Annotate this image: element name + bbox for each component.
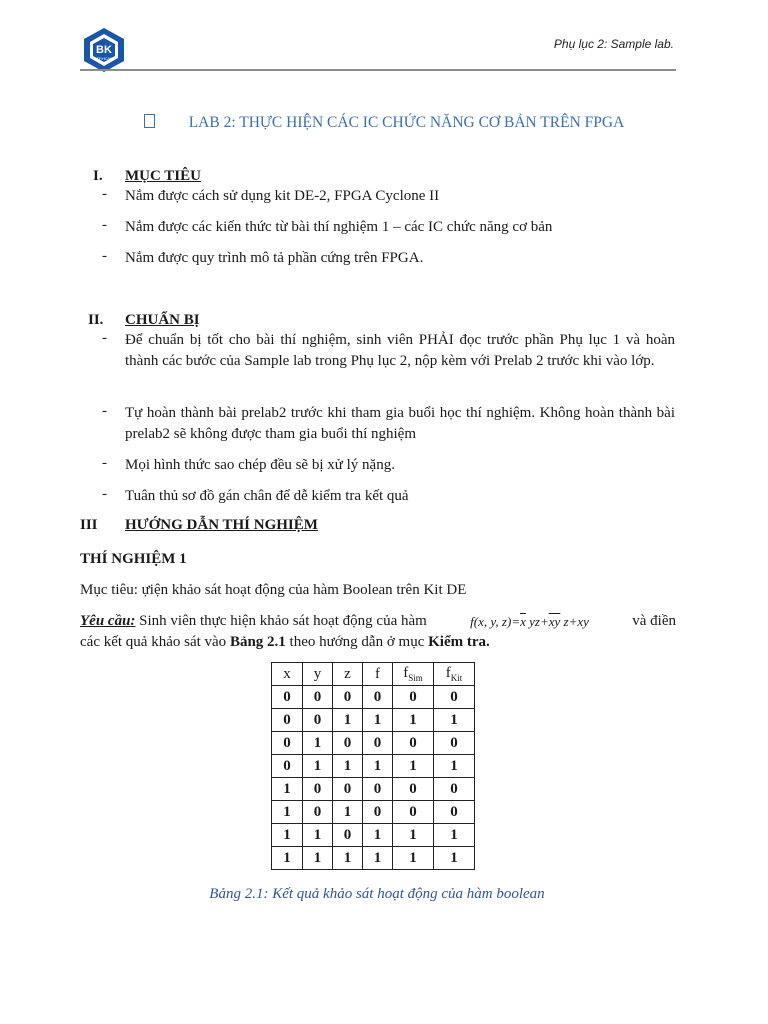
header-x: x — [272, 663, 303, 686]
section-number: I. — [93, 168, 103, 184]
table-cell: 0 — [333, 686, 363, 709]
bullet-dash: - — [102, 248, 107, 264]
preparation-item: Tự hoàn thành bài prelab2 trước khi tham gia buổi học thí nghiệm. Không hoàn thành bài prelab2 sẽ không được tham gia buổi thí nghiệm — [125, 405, 675, 442]
header-y: y — [303, 663, 333, 686]
table-cell: 0 — [333, 732, 363, 755]
table-cell: 1 — [303, 824, 333, 847]
func-term2: z+xy — [560, 614, 589, 629]
table-cell: 0 — [272, 732, 303, 755]
table-cell: 1 — [272, 847, 303, 870]
bullet-dash: - — [102, 330, 107, 346]
table-cell: 0 — [434, 801, 475, 824]
table-row — [272, 732, 475, 755]
university-logo — [80, 26, 128, 74]
table-cell: 0 — [363, 686, 393, 709]
func-term1: yz+ — [525, 614, 549, 629]
check-section-reference: Kiểm tra. — [428, 634, 490, 650]
table-cell: 1 — [333, 709, 363, 732]
table-cell: 0 — [303, 709, 333, 732]
table-cell: 0 — [303, 801, 333, 824]
lab-title-text: LAB 2: THỰC HIỆN CÁC IC CHỨC NĂNG CƠ BẢN TRÊN FPGA — [188, 114, 625, 131]
table-cell: 0 — [272, 709, 303, 732]
header-caption: Phụ lục 2: Sample lab. — [553, 37, 674, 51]
requirement-line-1 — [80, 611, 676, 632]
table-cell: 0 — [393, 732, 434, 755]
truth-table — [271, 662, 475, 870]
table-cell: 1 — [303, 755, 333, 778]
table-cell: 1 — [363, 755, 393, 778]
table-cell: 1 — [393, 709, 434, 732]
table-cell: 1 — [333, 755, 363, 778]
table-cell: 0 — [434, 686, 475, 709]
table-row — [272, 824, 475, 847]
table-cell: 1 — [272, 801, 303, 824]
table-cell: 0 — [434, 732, 475, 755]
table-cell: 1 — [393, 847, 434, 870]
experiment-requirement — [80, 611, 676, 653]
section-guide-heading — [80, 517, 676, 537]
requirement-line2-a: các kết quả khảo sát vào — [80, 634, 230, 650]
table-cell: 0 — [272, 755, 303, 778]
table-cell: 1 — [434, 709, 475, 732]
table-cell: 1 — [434, 755, 475, 778]
bullet-dash: - — [102, 455, 107, 471]
requirement-line-2 — [80, 632, 676, 653]
experiment-heading: THÍ NGHIỆM 1 — [80, 551, 187, 567]
preparation-item: Mọi hình thức sao chép đều sẽ bị xử lý nặng. — [125, 457, 395, 473]
table-cell: 0 — [393, 778, 434, 801]
table-row — [272, 755, 475, 778]
table-cell: 1 — [363, 709, 393, 732]
title-box-glyph — [144, 114, 155, 128]
table-cell: 1 — [363, 847, 393, 870]
table-reference: Bảng 2.1 — [229, 634, 286, 650]
table-cell: 1 — [434, 824, 475, 847]
table-cell: 1 — [363, 824, 393, 847]
table-cell: 0 — [363, 732, 393, 755]
header-fkit: $f_{Kit}$ — [434, 663, 475, 686]
table-cell: 0 — [434, 778, 475, 801]
section-label: CHUẨN BỊ — [125, 312, 200, 328]
section-number: III — [80, 517, 98, 533]
requirement-line2-b: theo hướng dẫn ở mục — [285, 634, 429, 650]
requirement-lead: Sinh viên thực hiện khảo sát hoạt động của hàm — [135, 613, 427, 629]
boolean-function — [470, 611, 589, 632]
table-cell: 1 — [272, 778, 303, 801]
func-x-bar: $\overline{x}$ — [520, 614, 526, 629]
bullet-dash: - — [102, 186, 107, 202]
table-row — [272, 709, 475, 732]
table-cell: 1 — [393, 824, 434, 847]
section-preparation-heading — [80, 312, 676, 332]
table-cell: 1 — [303, 847, 333, 870]
logo-subtext: TP.HCM — [96, 56, 112, 61]
table-cell: 1 — [434, 847, 475, 870]
table-cell: 0 — [272, 686, 303, 709]
requirement-label: Yêu cầu: — [80, 613, 136, 629]
table-cell: 1 — [333, 847, 363, 870]
table-cell: 1 — [272, 824, 303, 847]
table-cell: 0 — [393, 801, 434, 824]
header-fsim: $f_{Sim}$ — [393, 663, 434, 686]
func-xy-bar: $\overline{xy}$ — [548, 614, 561, 629]
logo-text: BK — [96, 44, 112, 56]
preparation-item: Tuân thủ sơ đồ gán chân để dễ kiểm tra kết quả — [125, 488, 409, 504]
experiment-objective: Mục tiêu: ựiện khảo sát hoạt động của hàm Boolean trên Kit DE — [80, 582, 467, 598]
preparation-item: Để chuẩn bị tốt cho bài thí nghiệm, sinh viên PHẢI đọc trước phần Phụ lục 1 và hoàn thành các bước của Sample lab trong Phụ lục 2, nộp kèm với Prelab 2 trước khi vào lớp. — [125, 332, 675, 369]
section-objectives-heading — [80, 168, 676, 188]
bullet-dash: - — [102, 403, 107, 419]
bullet-dash: - — [102, 217, 107, 233]
table-row — [272, 778, 475, 801]
table-cell: 0 — [393, 686, 434, 709]
table-cell: 0 — [303, 778, 333, 801]
table-cell: 1 — [333, 801, 363, 824]
objective-item: Nắm được cách sử dụng kit DE-2, FPGA Cyclone II — [125, 188, 440, 204]
table-row — [272, 801, 475, 824]
table-caption: Bảng 2.1: Kết quả khảo sát hoạt động của hàm boolean — [209, 886, 545, 902]
table-row — [272, 847, 475, 870]
header-divider — [80, 69, 676, 71]
section-number: II. — [88, 312, 104, 328]
table-cell: 1 — [303, 732, 333, 755]
bullet-dash: - — [102, 486, 107, 502]
table-header-row — [272, 663, 475, 686]
table-cell: 0 — [363, 801, 393, 824]
func-lhs: f(x, y, z)= — [470, 614, 521, 629]
table-cell: 0 — [363, 778, 393, 801]
objective-item: Nắm được các kiến thức từ bài thí nghiệm 1 – các IC chức năng cơ bản — [125, 219, 553, 235]
section-label: HƯỚNG DẪN THÍ NGHIỆM — [125, 517, 318, 533]
table-cell: 0 — [333, 824, 363, 847]
requirement-text — [80, 611, 427, 632]
header-f: f — [363, 663, 393, 686]
objective-item: Nắm được quy trình mô tả phần cứng trên FPGA. — [125, 250, 424, 266]
table-cell: 0 — [303, 686, 333, 709]
table-cell: 1 — [393, 755, 434, 778]
table-cell: 0 — [333, 778, 363, 801]
section-label: MỤC TIÊU — [125, 168, 201, 184]
table-row — [272, 686, 475, 709]
requirement-tail: và điền — [632, 613, 676, 629]
lab-title — [0, 114, 768, 132]
header-z: z — [333, 663, 363, 686]
